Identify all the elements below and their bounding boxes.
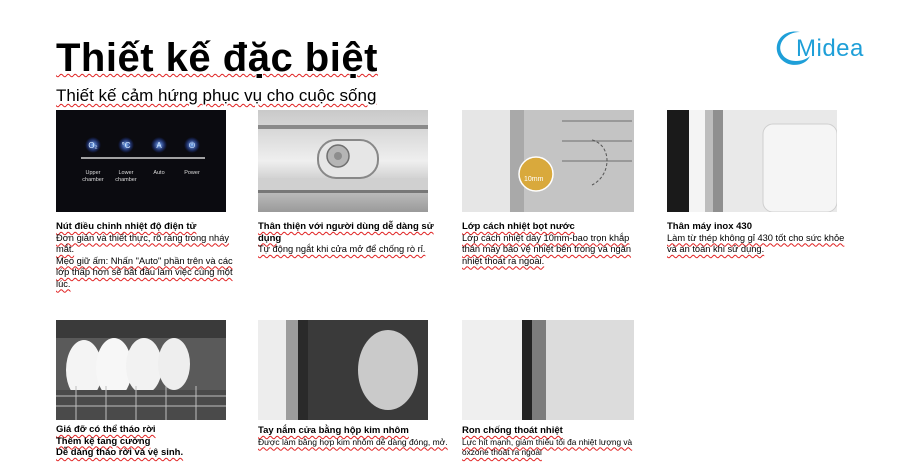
- feature-caption-latch: [258, 221, 436, 256]
- feature-title: Thân thiện với người dùng dễ dàng sử dụng: [258, 221, 434, 244]
- feature-caption-control: [56, 221, 234, 290]
- power-label: Power: [184, 170, 200, 176]
- lower-chamber-label: Lower chamber: [115, 170, 137, 183]
- feature-desc: Lực hít mạnh, giảm thiểu tối đa nhiệt lượng và oxzone thoát ra ngoài: [462, 436, 633, 457]
- power-icon: ⏻: [188, 141, 196, 150]
- feature-caption-handle: [258, 425, 448, 447]
- feature-desc: Lớp cách nhiệt dày 10mm-bao trọn khắp thân máy bảo vệ nhiệt bên trong và ngăn nhiệt thoát ra ngoài.: [462, 232, 632, 266]
- feature-tip: Mẹo giữ ấm: Nhấn "Auto" phần trên và các lớp thấp hơn sẽ bắt đầu làm việc cùng một lúc.: [56, 255, 233, 289]
- feature-desc: Làm từ thép không gỉ 430 tốt cho sức khỏe và an toàn khi sử dụng.: [667, 232, 845, 254]
- feature-title: Nút điều chỉnh nhiệt độ điện tử: [56, 221, 197, 232]
- feature-desc: Tự động ngắt khi cửa mở để chống rò rỉ.: [258, 244, 426, 254]
- feature-desc: Được làm bằng hợp kim nhôm dễ dàng đóng, mở.: [258, 436, 448, 447]
- feature-caption-insulation: [462, 221, 640, 267]
- photo-door-seal: [462, 320, 634, 420]
- feature-desc: Đơn giản và thiết thực, rõ ràng trong nháy mắt.: [56, 232, 230, 254]
- feature-line: Thêm kệ tang cường: [56, 435, 151, 447]
- feature-title: Tay nắm cửa bằng hộp kim nhôm: [258, 425, 409, 436]
- midea-logo: [770, 26, 875, 70]
- feature-title: Thân máy inox 430: [667, 221, 753, 232]
- feature-line: Dễ dàng tháo rời và vệ sinh.: [56, 447, 184, 458]
- feature-caption-seal: [462, 425, 652, 458]
- photo-control-panel: [56, 110, 226, 212]
- feature-caption-body: [667, 221, 847, 256]
- feature-title: Giá đỡ có thể tháo rời: [56, 424, 156, 435]
- auto-label: Auto: [153, 170, 165, 176]
- photo-door-latch: [258, 110, 428, 212]
- logo-text: Midea: [796, 35, 864, 62]
- photo-insulation: [462, 110, 634, 212]
- photo-door-handle: [258, 320, 428, 420]
- feature-title: Ron chống thoát nhiệt: [462, 425, 563, 436]
- auto-icon: A: [156, 141, 162, 150]
- upper-chamber-icon: O₂: [88, 141, 98, 150]
- page-subtitle: Thiết kế cảm hứng phục vụ cho cuộc sống: [56, 86, 377, 105]
- feature-caption-rack: [56, 424, 236, 459]
- photo-stainless-body: [667, 110, 837, 212]
- feature-title: Lớp cách nhiệt bọt nước: [462, 221, 575, 232]
- photo-dish-rack: [56, 320, 226, 420]
- upper-chamber-label: Upper chamber: [82, 170, 104, 183]
- lower-chamber-icon: °C: [121, 141, 131, 150]
- insulation-thickness-label: 10mm: [524, 176, 544, 183]
- page-title: Thiết kế đặc biệt: [56, 36, 378, 80]
